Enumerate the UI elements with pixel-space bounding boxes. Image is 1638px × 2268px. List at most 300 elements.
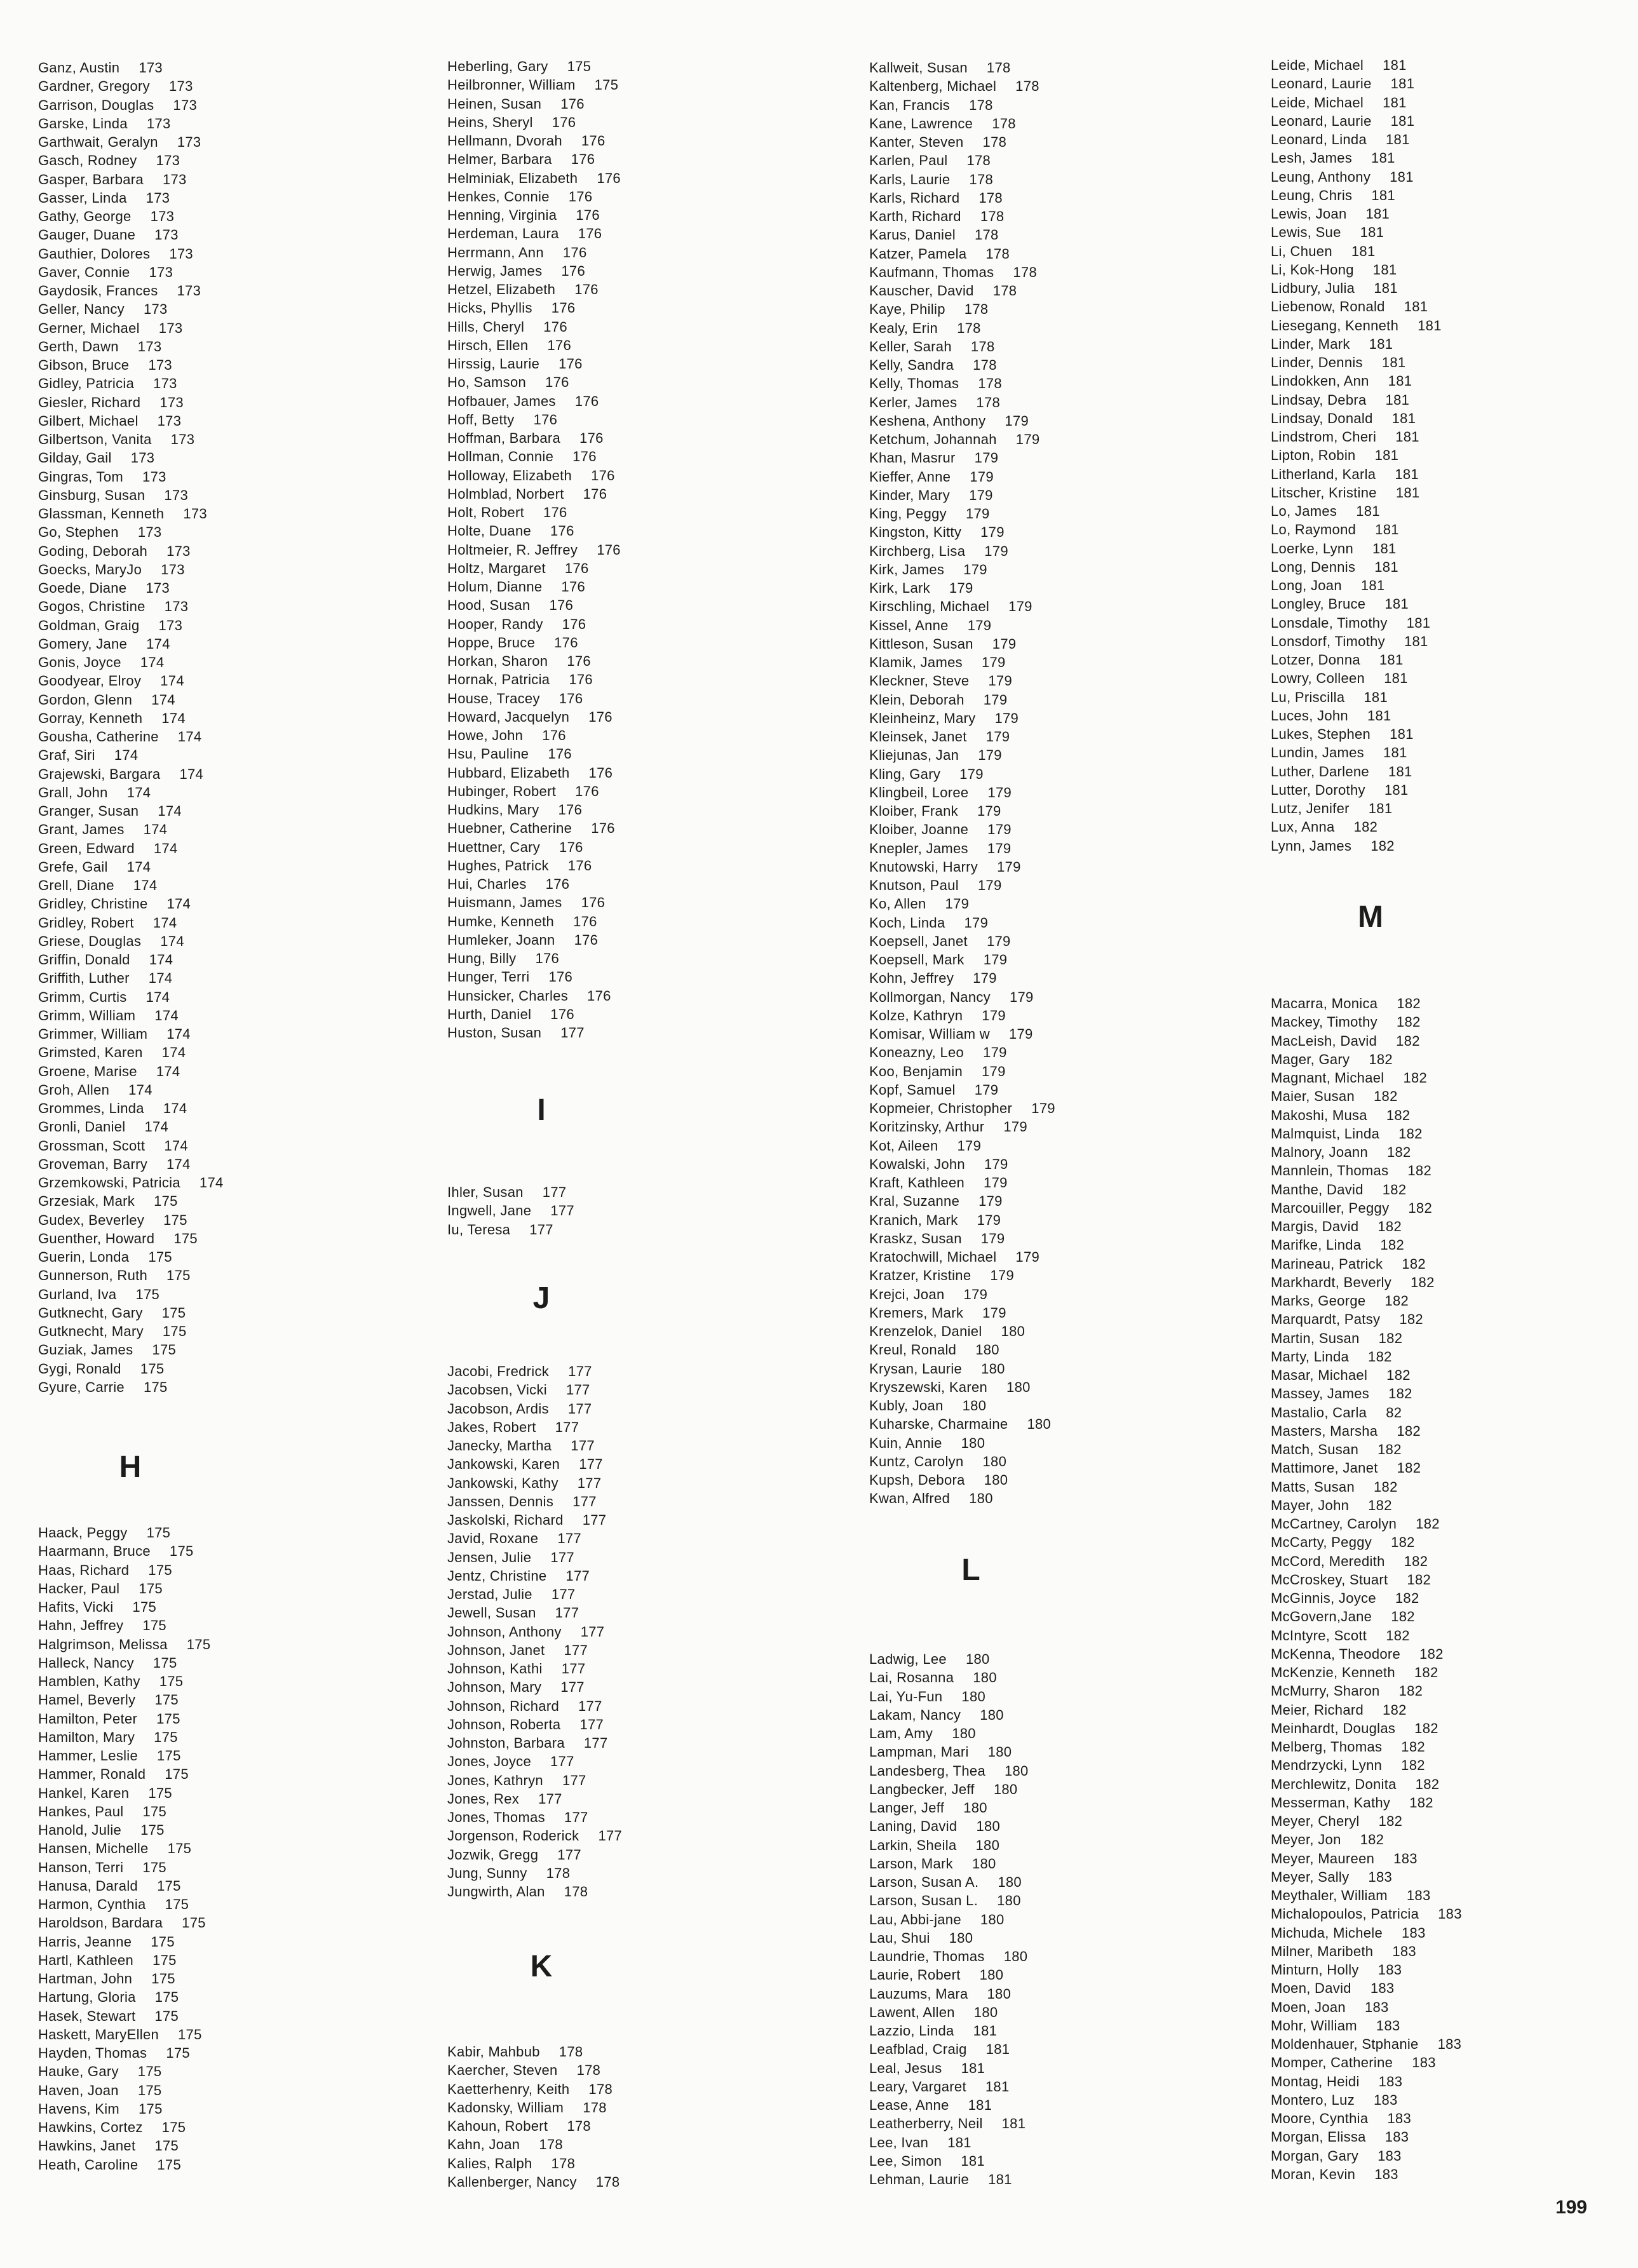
index-entry: [869, 709, 1019, 727]
index-entry: [38, 170, 187, 189]
entry-page: 174: [166, 1156, 191, 1172]
entry-page: 175: [154, 2008, 179, 2024]
index-entry: [447, 1400, 592, 1418]
entry-name: Humke, Kenneth: [447, 913, 555, 929]
index-entry: [1271, 1868, 1392, 1886]
entry-page: 182: [1409, 1794, 1433, 1811]
entry-page: 179: [987, 840, 1012, 856]
index-entry: [869, 226, 999, 244]
entry-name: Gauthier, Dolores: [38, 245, 151, 262]
index-entry: [869, 858, 1021, 876]
index-entry: [38, 653, 164, 672]
index-entry: [447, 2098, 607, 2117]
entry-name: Manthe, David: [1271, 1181, 1364, 1198]
index-entry: [1271, 558, 1398, 576]
entry-name: Jones, Thomas: [447, 1809, 545, 1825]
index-entry: [38, 2044, 190, 2062]
entry-name: Marineau, Patrick: [1271, 1255, 1383, 1272]
entry-page: 179: [974, 1081, 999, 1098]
index-entry: [1271, 1329, 1402, 1347]
entry-page: 177: [562, 1772, 586, 1788]
entry-name: Lewis, Sue: [1271, 224, 1341, 241]
entry-page: 178: [558, 2044, 583, 2060]
index-entry: [38, 635, 170, 653]
index-entry: [447, 1846, 581, 1864]
entry-name: Landesberg, Thea: [869, 1762, 985, 1779]
entry-name: Kratzer, Kristine: [869, 1267, 971, 1284]
index-entry: [1271, 2109, 1411, 2128]
index-entry: [869, 1322, 1025, 1340]
entry-page: 182: [1396, 1032, 1420, 1049]
entry-name: Hoppe, Bruce: [447, 634, 536, 651]
entry-page: 183: [1374, 2091, 1398, 2108]
entry-name: Gronli, Daniel: [38, 1119, 126, 1135]
entry-name: Gudex, Beverley: [38, 1212, 145, 1228]
index-entry: [869, 839, 1011, 858]
entry-page: 179: [977, 803, 1001, 819]
entry-page: 179: [1031, 1100, 1055, 1116]
entry-page: 183: [1377, 2147, 1402, 2164]
entry-page: 182: [1401, 1739, 1425, 1755]
entry-page: 175: [154, 1692, 179, 1708]
entry-page: 180: [965, 1651, 990, 1667]
entry-name: Jacobsen, Vicki: [447, 1382, 547, 1398]
entry-name: Holloway, Elizabeth: [447, 467, 572, 483]
entry-page: 181: [1385, 391, 1410, 408]
entry-name: Lutter, Dorothy: [1271, 781, 1365, 798]
index-entry: [869, 727, 1010, 746]
index-entry: [38, 765, 203, 783]
entry-page: 183: [1438, 1906, 1462, 1922]
index-entry: [1271, 799, 1392, 818]
entry-page: 181: [1365, 206, 1390, 222]
entry-name: Jozwik, Gregg: [447, 1846, 539, 1863]
entry-name: Lehman, Laurie: [869, 2171, 970, 2187]
index-entry: [869, 1285, 987, 1304]
index-entry: [1271, 2072, 1402, 2091]
entry-name: Johnson, Anthony: [447, 1623, 562, 1640]
index-entry: [1271, 1347, 1392, 1366]
entry-page: 174: [126, 784, 151, 800]
entry-name: Lo, Raymond: [1271, 522, 1357, 538]
entry-name: Hahn, Jeffrey: [38, 1617, 124, 1634]
entry-name: Markhardt, Beverly: [1271, 1274, 1392, 1290]
entry-page: 181: [1395, 484, 1420, 501]
index-entry: [38, 1616, 166, 1635]
entry-page: 182: [1386, 1367, 1411, 1383]
index-entry: [38, 1360, 164, 1378]
index-entry: [869, 765, 984, 783]
entry-name: Gilbertson, Vanita: [38, 431, 152, 447]
index-entry: [447, 1882, 588, 1901]
index-entry: [38, 1654, 177, 1672]
index-entry: [38, 820, 167, 839]
index-entry: [1271, 316, 1442, 335]
entry-name: Hacker, Paul: [38, 1580, 120, 1596]
index-entry: [869, 1137, 981, 1155]
section-letter-l: L: [961, 1553, 980, 1587]
entry-page: 182: [1368, 1497, 1392, 1513]
entry-page: 179: [983, 1044, 1007, 1061]
index-entry: [447, 893, 605, 912]
entry-name: McGovern,Jane: [1271, 1609, 1372, 1625]
entry-page: 180: [975, 1837, 1000, 1853]
entry-page: 174: [166, 896, 191, 912]
index-entry: [1271, 2128, 1409, 2146]
entry-page: 179: [977, 1212, 1001, 1228]
entry-name: Karus, Daniel: [869, 227, 956, 243]
entry-page: 176: [591, 467, 615, 483]
entry-page: 183: [1406, 1887, 1431, 1903]
entry-name: Kreul, Ronald: [869, 1342, 957, 1358]
index-entry: [1271, 1310, 1423, 1328]
index-entry: [1271, 56, 1407, 74]
entry-page: 181: [1360, 577, 1385, 593]
entry-page: 182: [1382, 1181, 1407, 1198]
index-entry: [869, 2152, 985, 2170]
entry-name: Hartman, John: [38, 1971, 133, 1987]
entry-name: McMurry, Sharon: [1271, 1683, 1380, 1699]
entry-name: Jaskolski, Richard: [447, 1512, 564, 1528]
entry-name: Kraskz, Susan: [869, 1230, 962, 1246]
entry-name: Harris, Jeanne: [38, 1933, 132, 1950]
index-entry: [1271, 688, 1388, 706]
entry-name: Loerke, Lynn: [1271, 540, 1353, 557]
entry-name: Heberling, Gary: [447, 58, 548, 74]
entry-name: Garske, Linda: [38, 115, 128, 132]
entry-page: 180: [979, 1967, 1004, 1983]
index-entry: [447, 559, 589, 577]
index-entry: [1271, 1533, 1415, 1551]
index-entry: [447, 2173, 619, 2191]
entry-page: 175: [594, 77, 619, 93]
entry-name: Kliejunas, Jan: [869, 747, 959, 764]
entry-page: 176: [533, 411, 558, 428]
entry-page: 177: [557, 1846, 581, 1863]
entry-name: Lawent, Allen: [869, 2004, 955, 2020]
index-entry: [38, 1784, 172, 1802]
entry-name: Granger, Susan: [38, 803, 139, 819]
entry-name: Hung, Billy: [447, 950, 517, 966]
entry-name: Kingston, Kitty: [869, 524, 962, 541]
entry-page: 180: [952, 1725, 976, 1741]
entry-name: Griese, Douglas: [38, 933, 142, 949]
entry-page: 174: [158, 803, 182, 819]
index-entry: [869, 2059, 985, 2077]
entry-name: Geller, Nancy: [38, 301, 125, 318]
entry-page: 178: [546, 1865, 571, 1881]
entry-name: Kirk, Lark: [869, 580, 930, 596]
entry-page: 174: [152, 914, 177, 931]
entry-name: Hsu, Pauline: [447, 746, 529, 762]
index-entry: [38, 1192, 178, 1210]
entry-page: 175: [157, 2156, 181, 2173]
index-entry: [869, 1910, 1004, 1929]
entry-page: 181: [1384, 596, 1409, 612]
entry-name: Long, Joan: [1271, 577, 1342, 593]
entry-name: Meyer, Cheryl: [1271, 1813, 1360, 1829]
index-entry: [1271, 651, 1404, 669]
index-entry: [869, 1854, 996, 1873]
index-entry: [1271, 1626, 1410, 1645]
entry-page: 182: [1403, 1070, 1428, 1086]
entry-name: Larson, Susan A.: [869, 1874, 979, 1890]
entry-page: 176: [548, 969, 573, 985]
index-entry: [1271, 1106, 1410, 1124]
index-entry: [869, 468, 994, 486]
entry-page: 177: [561, 1661, 586, 1677]
entry-page: 178: [966, 152, 991, 169]
entry-page: 175: [142, 1803, 167, 1819]
entry-page: 173: [162, 171, 187, 187]
index-entry: [38, 430, 194, 449]
entry-name: Hayden, Thomas: [38, 2045, 147, 2061]
index-entry: [1271, 1440, 1402, 1459]
index-entry: [1271, 1032, 1420, 1050]
entry-page: 176: [560, 95, 585, 112]
index-entry: [38, 1081, 152, 1099]
entry-page: 175: [151, 1971, 175, 1987]
entry-page: 175: [169, 1543, 194, 1560]
entry-page: 175: [159, 1673, 184, 1689]
entry-name: Jones, Rex: [447, 1790, 520, 1807]
index-entry: [869, 2077, 1009, 2096]
index-entry: [447, 485, 607, 503]
entry-page: 179: [987, 784, 1012, 800]
index-entry: [1271, 1905, 1462, 1923]
entry-name: Lundin, James: [1271, 745, 1364, 761]
entry-name: Lynn, James: [1271, 837, 1352, 854]
index-entry: [869, 1471, 1008, 1489]
entry-name: Kryszewski, Karen: [869, 1379, 988, 1395]
index-entry: [869, 1173, 1008, 1192]
entry-name: Kirschling, Michael: [869, 598, 990, 615]
entry-page: 179: [963, 561, 987, 577]
index-entry: [447, 800, 582, 819]
entry-page: 179: [978, 747, 1002, 764]
entry-name: Kahoun, Robert: [447, 2118, 548, 2134]
entry-name: Iu, Teresa: [447, 1221, 511, 1238]
index-entry: [447, 169, 621, 187]
entry-page: 174: [151, 691, 175, 708]
index-entry: [38, 1765, 189, 1783]
index-entry: [38, 189, 170, 207]
entry-name: Kral, Suzanne: [869, 1193, 960, 1210]
entry-page: 182: [1414, 1664, 1438, 1680]
entry-page: 179: [986, 933, 1011, 949]
entry-page: 175: [151, 1933, 175, 1950]
index-entry: [1271, 1478, 1398, 1496]
index-entry: [1271, 2091, 1398, 2109]
entry-name: Hanold, Julie: [38, 1822, 122, 1838]
entry-name: Katzer, Pamela: [869, 245, 967, 262]
section-letter-m: M: [1358, 900, 1383, 934]
index-entry: [447, 689, 583, 708]
index-entry: [447, 1808, 588, 1826]
entry-page: 174: [156, 1063, 180, 1079]
entry-name: Jankowski, Karen: [447, 1456, 560, 1473]
index-entry: [869, 1340, 999, 1359]
entry-page: 180: [973, 1670, 997, 1686]
entry-name: Griffin, Donald: [38, 952, 130, 968]
index-entry: [1271, 1180, 1406, 1199]
index-entry: [869, 820, 1012, 839]
index-entry: [38, 412, 181, 430]
entry-name: Heinen, Susan: [447, 95, 542, 112]
entry-page: 181: [1356, 503, 1380, 519]
index-entry: [869, 969, 997, 987]
index-entry: [869, 1668, 997, 1687]
index-entry: [38, 2062, 161, 2081]
index-entry: [869, 1155, 1008, 1173]
entry-name: Gerth, Dawn: [38, 338, 119, 354]
entry-name: Liesegang, Kenneth: [1271, 317, 1399, 334]
entry-page: 173: [161, 561, 185, 577]
entry-name: Kan, Francis: [869, 97, 951, 113]
entry-page: 176: [574, 393, 599, 409]
index-entry: [447, 1201, 574, 1220]
entry-name: Marcouiller, Peggy: [1271, 1199, 1390, 1216]
entry-name: Hartl, Kathleen: [38, 1952, 134, 1968]
entry-page: 182: [1401, 1757, 1425, 1774]
entry-name: Grzesiak, Mark: [38, 1193, 135, 1210]
entry-page: 173: [177, 283, 201, 299]
entry-name: Massey, James: [1271, 1386, 1370, 1402]
entry-name: Kabir, Mahbub: [447, 2044, 540, 2060]
entry-page: 178: [595, 2173, 620, 2190]
entry-page: 179: [997, 858, 1021, 875]
entry-name: Mohr, William: [1271, 2017, 1357, 2034]
index-entry: [38, 486, 188, 504]
index-entry: [1271, 743, 1407, 762]
index-entry: [869, 691, 1007, 709]
index-entry: [447, 1511, 606, 1529]
index-entry: [1271, 409, 1416, 428]
entry-name: Leafblad, Craig: [869, 2041, 967, 2058]
entry-name: Match, Susan: [1271, 1441, 1359, 1457]
entry-page: 181: [1383, 745, 1407, 761]
index-entry: [869, 319, 981, 337]
entry-page: 181: [1001, 2116, 1026, 2132]
entry-page: 174: [163, 1100, 187, 1116]
index-entry: [447, 912, 597, 931]
entry-page: 177: [598, 1828, 623, 1844]
entry-page: 173: [177, 134, 201, 150]
entry-page: 173: [158, 617, 183, 633]
entry-name: Grimm, William: [38, 1007, 136, 1023]
index-entry: [1271, 994, 1421, 1013]
entry-name: Gordon, Glenn: [38, 691, 133, 708]
entry-page: 173: [153, 375, 177, 392]
entry-name: Gilbert, Michael: [38, 412, 139, 429]
entry-name: Kleinsek, Janet: [869, 729, 967, 745]
entry-name: Haskett, MaryEllen: [38, 2026, 159, 2042]
entry-page: 176: [591, 820, 615, 837]
entry-page: 176: [597, 170, 621, 186]
entry-page: 175: [154, 2138, 179, 2154]
entry-name: Jacobi, Fredrick: [447, 1363, 550, 1379]
index-entry: [1271, 1998, 1389, 2016]
entry-name: Gathy, George: [38, 208, 132, 224]
entry-name: Kerler, James: [869, 394, 958, 410]
index-entry: [869, 932, 1011, 950]
entry-name: Lidbury, Julia: [1271, 280, 1355, 296]
entry-name: Koch, Linda: [869, 914, 945, 931]
entry-page: 175: [161, 2119, 186, 2135]
entry-name: Green, Edward: [38, 840, 135, 856]
entry-page: 181: [1390, 76, 1415, 92]
entry-name: Larson, Mark: [869, 1855, 953, 1872]
entry-page: 179: [977, 877, 1002, 893]
entry-page: 182: [1415, 1776, 1440, 1792]
entry-name: Jones, Joyce: [447, 1753, 532, 1770]
entry-page: 183: [1384, 2129, 1409, 2145]
entry-page: 182: [1384, 1293, 1409, 1309]
entry-name: Leonard, Laurie: [1271, 76, 1372, 92]
entry-page: 181: [1372, 261, 1397, 278]
entry-page: 179: [982, 1063, 1006, 1079]
entry-name: Kremers, Mark: [869, 1304, 964, 1321]
entry-page: 179: [967, 617, 992, 633]
entry-page: 180: [973, 2004, 998, 2020]
entry-name: Kinder, Mary: [869, 487, 951, 503]
entry-page: 175: [142, 1617, 166, 1634]
entry-name: Gridley, Robert: [38, 914, 134, 931]
index-entry: [38, 1895, 189, 1914]
index-entry: [869, 1043, 1007, 1062]
entry-page: 177: [560, 1025, 585, 1041]
entry-page: 181: [1384, 670, 1408, 687]
entry-name: Lindsay, Debra: [1271, 391, 1367, 408]
index-entry: [38, 1211, 187, 1229]
entry-page: 180: [982, 1453, 1007, 1469]
entry-name: Lesh, James: [1271, 150, 1353, 166]
index-entry: [1271, 502, 1380, 520]
index-entry: [1271, 762, 1412, 781]
index-entry: [1271, 1366, 1411, 1384]
entry-name: Kadonsky, William: [447, 2099, 564, 2116]
entry-page: 182: [1380, 1237, 1404, 1253]
entry-name: Hui, Charles: [447, 876, 527, 892]
entry-page: 177: [572, 1493, 597, 1509]
entry-page: 178: [551, 2155, 576, 2171]
entry-name: Jorgenson, Roderick: [447, 1828, 579, 1844]
entry-name: Gunnerson, Ruth: [38, 1267, 148, 1284]
entry-page: 179: [984, 543, 1008, 559]
entry-page: 179: [949, 580, 973, 596]
index-entry: [447, 968, 572, 986]
entry-page: 180: [1003, 1948, 1028, 1964]
entry-page: 182: [1377, 1218, 1402, 1234]
entry-name: Koneazny, Leo: [869, 1044, 965, 1061]
entry-page: 176: [583, 485, 607, 502]
entry-name: Henning, Virginia: [447, 207, 557, 223]
entry-page: 175: [139, 2100, 163, 2117]
entry-name: Gridley, Christine: [38, 896, 148, 912]
entry-name: Kaufmann, Thomas: [869, 264, 994, 280]
entry-name: Harmon, Cynthia: [38, 1896, 146, 1912]
index-entry: [447, 224, 602, 243]
entry-name: Keller, Sarah: [869, 338, 952, 354]
entry-name: Meier, Richard: [1271, 1701, 1364, 1718]
entry-page: 179: [992, 635, 1017, 652]
index-entry: [1271, 1812, 1402, 1830]
entry-page: 174: [133, 877, 158, 893]
entry-name: Goldman, Graig: [38, 617, 140, 633]
entry-page: 175: [143, 1379, 168, 1395]
index-entry: [447, 392, 599, 410]
entry-name: Kwan, Alfred: [869, 1490, 951, 1507]
